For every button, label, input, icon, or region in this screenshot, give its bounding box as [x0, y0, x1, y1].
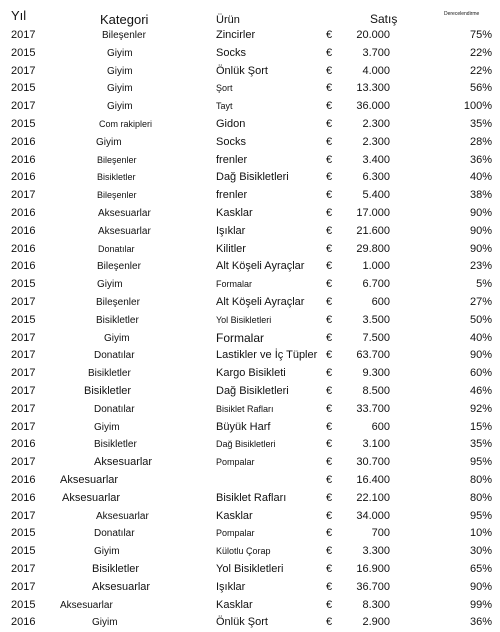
rating-cell: 90%: [469, 349, 492, 362]
product-cell: Kasklar: [216, 598, 253, 611]
table-row: [0, 223, 500, 241]
product-cell: Alt Köşeli Ayraçlar: [216, 295, 305, 308]
category-cell: Donatılar: [94, 528, 135, 540]
rating-cell: 5%: [476, 278, 492, 291]
table-body: [0, 27, 500, 632]
header-sales: Satış: [370, 12, 398, 26]
table-row: [0, 241, 500, 259]
year-cell: 2016: [11, 242, 36, 255]
sales-cell: 13.300: [356, 82, 390, 95]
product-cell: Şort: [216, 83, 233, 94]
product-cell: Işıklar: [216, 580, 246, 593]
product-cell: Kilitler: [216, 242, 246, 255]
table-row: [0, 187, 500, 205]
rating-cell: 40%: [469, 171, 492, 184]
sales-cell: 3.300: [362, 545, 390, 558]
sales-cell: 33.700: [356, 402, 390, 415]
sales-cell: 30.700: [356, 456, 390, 469]
product-cell: Alt Köşeli Ayraçlar: [216, 260, 305, 273]
table-row: [0, 525, 500, 543]
year-cell: 2016: [11, 206, 36, 219]
product-cell: Bisiklet Rafları: [216, 491, 287, 504]
table-row: [0, 116, 500, 134]
year-cell: 2017: [11, 420, 36, 433]
category-cell: Bisikletler: [97, 172, 136, 183]
year-cell: 2015: [11, 313, 36, 326]
category-cell: Giyim: [92, 617, 118, 629]
header-product: Ürün: [216, 14, 240, 26]
product-cell: Gidon: [216, 117, 246, 130]
sales-cell: 6.300: [362, 171, 390, 184]
category-cell: Bisikletler: [92, 562, 140, 575]
currency-cell: €: [326, 456, 333, 469]
table-row: [0, 152, 500, 170]
table-row: [0, 543, 500, 561]
product-cell: Önlük Şort: [216, 616, 268, 629]
year-cell: 2017: [11, 402, 36, 415]
product-cell: Kargo Bisikleti: [216, 367, 286, 380]
year-cell: 2017: [11, 349, 36, 362]
category-cell: Giyim: [107, 101, 133, 113]
category-cell: Donatılar: [94, 350, 135, 362]
category-cell: Bileşenler: [97, 154, 137, 165]
product-cell: Dağ Bisikletleri: [216, 171, 289, 184]
product-cell: frenler: [216, 189, 248, 202]
product-cell: Dağ Bisikletleri: [216, 439, 276, 450]
table-row: [0, 472, 500, 490]
category-cell: Aksesuarlar: [98, 207, 151, 219]
currency-cell: €: [326, 135, 333, 148]
category-cell: Giyim: [94, 421, 120, 433]
header-row: [0, 0, 500, 26]
rating-cell: 92%: [469, 402, 492, 415]
rating-cell: 80%: [469, 473, 492, 486]
year-cell: 2016: [11, 135, 36, 148]
table-row: [0, 80, 500, 98]
table-row: [0, 330, 500, 348]
sales-cell: 9.300: [362, 367, 390, 380]
currency-cell: €: [326, 402, 333, 415]
rating-cell: 38%: [469, 189, 492, 202]
product-cell: Formalar: [216, 330, 265, 345]
category-cell: Bileşenler: [102, 30, 146, 41]
rating-cell: 100%: [463, 100, 492, 113]
rating-cell: 56%: [469, 82, 492, 95]
year-cell: 2017: [11, 384, 36, 397]
currency-cell: €: [326, 153, 333, 166]
sales-cell: 16.400: [356, 473, 390, 486]
table-row: [0, 614, 500, 632]
currency-cell: €: [326, 189, 333, 202]
sales-cell: 4.000: [362, 64, 390, 77]
rating-cell: 22%: [469, 46, 492, 59]
product-cell: Tayt: [216, 101, 233, 112]
table-row: [0, 508, 500, 526]
year-cell: 2017: [11, 100, 36, 113]
product-cell: Yol Bisikletleri: [216, 314, 272, 325]
year-cell: 2015: [11, 278, 36, 291]
table-row: [0, 579, 500, 597]
rating-cell: 90%: [469, 224, 492, 237]
category-cell: Donatılar: [94, 403, 135, 415]
currency-cell: €: [326, 206, 333, 219]
header-category: Kategori: [100, 12, 149, 27]
year-cell: 2016: [11, 153, 36, 166]
category-cell: Aksesuarlar: [62, 491, 121, 504]
sales-cell: 21.600: [356, 224, 390, 237]
table-row: [0, 383, 500, 401]
sales-cell: 20.000: [356, 29, 390, 41]
category-cell: Bisikletler: [84, 384, 132, 397]
year-cell: 2016: [11, 491, 36, 504]
sales-cell: 36.000: [356, 100, 390, 113]
product-cell: Socks: [216, 46, 246, 59]
year-cell: 2017: [11, 367, 36, 380]
product-cell: Formalar: [216, 279, 253, 290]
category-cell: Bileşenler: [97, 190, 137, 201]
sales-cell: 36.700: [356, 580, 390, 593]
rating-cell: 40%: [469, 331, 492, 344]
currency-cell: €: [326, 491, 333, 504]
category-cell: Giyim: [107, 83, 133, 95]
table-row: [0, 276, 500, 294]
currency-cell: €: [326, 171, 333, 184]
product-cell: Önlük Şort: [216, 64, 268, 77]
table-row: [0, 169, 500, 187]
rating-cell: 90%: [469, 206, 492, 219]
rating-cell: 46%: [469, 384, 492, 397]
currency-cell: €: [326, 260, 333, 273]
product-cell: Pompalar: [216, 528, 255, 539]
sales-cell: 8.300: [362, 598, 390, 611]
year-cell: 2017: [11, 189, 36, 202]
product-cell: Zincirler: [216, 29, 256, 41]
currency-cell: €: [326, 598, 333, 611]
rating-cell: 75%: [469, 29, 492, 41]
header-year: Yıl: [11, 8, 27, 23]
sales-cell: 17.000: [356, 206, 390, 219]
currency-cell: €: [326, 82, 333, 95]
year-cell: 2017: [11, 64, 36, 77]
sales-cell: 29.800: [356, 242, 390, 255]
product-cell: Işıklar: [216, 224, 246, 237]
currency-cell: €: [326, 331, 333, 344]
currency-cell: €: [326, 545, 333, 558]
currency-cell: €: [326, 384, 333, 397]
sales-cell: 600: [371, 295, 390, 308]
table-row: [0, 401, 500, 419]
currency-cell: €: [326, 509, 333, 522]
year-cell: 2016: [11, 224, 36, 237]
currency-cell: €: [326, 616, 333, 629]
sales-cell: 2.900: [362, 616, 390, 629]
table-row: [0, 365, 500, 383]
table-row: [0, 347, 500, 365]
year-cell: 2015: [11, 598, 36, 611]
category-cell: Aksesuarlar: [98, 225, 151, 237]
year-cell: 2017: [11, 29, 36, 41]
product-cell: frenler: [216, 153, 248, 166]
rating-cell: 22%: [469, 64, 492, 77]
table-row: [0, 597, 500, 615]
rating-cell: 36%: [469, 616, 492, 629]
rating-cell: 15%: [469, 420, 492, 433]
rating-cell: 23%: [469, 260, 492, 273]
sales-cell: 63.700: [356, 349, 390, 362]
year-cell: 2017: [11, 509, 36, 522]
table-row: [0, 561, 500, 579]
currency-cell: €: [326, 562, 333, 575]
table-row: [0, 454, 500, 472]
rating-cell: 90%: [469, 580, 492, 593]
currency-cell: €: [326, 29, 333, 41]
category-cell: Aksesuarlar: [60, 599, 113, 611]
category-cell: Giyim: [97, 279, 123, 291]
currency-cell: €: [326, 349, 333, 362]
category-cell: Giyim: [104, 332, 130, 344]
category-cell: Bisikletler: [94, 439, 137, 451]
currency-cell: €: [326, 473, 333, 486]
table-row: [0, 205, 500, 223]
sales-cell: 6.700: [362, 278, 390, 291]
sales-cell: 22.100: [356, 491, 390, 504]
sales-cell: 7.500: [362, 331, 390, 344]
product-cell: Socks: [216, 135, 246, 148]
product-cell: Büyük Harf: [216, 420, 271, 433]
year-cell: 2016: [11, 260, 36, 273]
table-row: [0, 98, 500, 116]
category-cell: Giyim: [107, 65, 133, 77]
category-cell: Giyim: [94, 546, 120, 558]
rating-cell: 50%: [469, 313, 492, 326]
year-cell: 2015: [11, 82, 36, 95]
sales-cell: 2.300: [362, 117, 390, 130]
year-cell: 2016: [11, 438, 36, 451]
sales-cell: 3.700: [362, 46, 390, 59]
product-cell: Kasklar: [216, 509, 253, 522]
currency-cell: €: [326, 420, 333, 433]
year-cell: 2015: [11, 117, 36, 130]
rating-cell: 28%: [469, 135, 492, 148]
category-cell: Giyim: [96, 136, 122, 148]
rating-cell: 80%: [469, 491, 492, 504]
category-cell: Bisikletler: [96, 314, 139, 326]
year-cell: 2017: [11, 562, 36, 575]
category-cell: Bisikletler: [88, 368, 131, 380]
product-cell: Pompalar: [216, 457, 255, 468]
table-row: [0, 134, 500, 152]
sales-cell: 600: [371, 420, 390, 433]
category-cell: Giyim: [107, 47, 133, 59]
sales-cell: 3.100: [362, 438, 390, 451]
rating-cell: 36%: [469, 153, 492, 166]
sales-cell: 8.500: [362, 384, 390, 397]
sales-cell: 34.000: [356, 509, 390, 522]
rating-cell: 27%: [469, 295, 492, 308]
currency-cell: €: [326, 46, 333, 59]
rating-cell: 65%: [469, 562, 492, 575]
rating-cell: 35%: [469, 117, 492, 130]
product-cell: Külotlu Çorap: [216, 546, 271, 557]
category-cell: Aksesuarlar: [92, 580, 151, 593]
table-row: [0, 312, 500, 330]
currency-cell: €: [326, 100, 333, 113]
year-cell: 2017: [11, 580, 36, 593]
year-cell: 2015: [11, 545, 36, 558]
category-cell: Aksesuarlar: [60, 473, 119, 486]
year-cell: 2017: [11, 456, 36, 469]
rating-cell: 10%: [469, 527, 492, 540]
rating-cell: 60%: [469, 367, 492, 380]
table-row: [0, 490, 500, 508]
table-row: [0, 27, 500, 45]
table-row: [0, 63, 500, 81]
year-cell: 2017: [11, 295, 36, 308]
rating-cell: 90%: [469, 242, 492, 255]
currency-cell: €: [326, 64, 333, 77]
currency-cell: €: [326, 278, 333, 291]
rating-cell: 95%: [469, 456, 492, 469]
rating-cell: 99%: [469, 598, 492, 611]
sales-cell: 3.400: [362, 153, 390, 166]
category-cell: Bileşenler: [97, 261, 141, 273]
currency-cell: €: [326, 117, 333, 130]
year-cell: 2016: [11, 171, 36, 184]
category-cell: Aksesuarlar: [96, 510, 149, 522]
currency-cell: €: [326, 527, 333, 540]
product-cell: Bisiklet Rafları: [216, 403, 274, 414]
category-cell: Com rakipleri: [99, 118, 153, 129]
product-cell: Kasklar: [216, 206, 253, 219]
table-row: [0, 45, 500, 63]
sales-cell: 1.000: [362, 260, 390, 273]
rating-cell: 35%: [469, 438, 492, 451]
rating-cell: 95%: [469, 509, 492, 522]
category-cell: Aksesuarlar: [94, 456, 153, 469]
year-cell: 2015: [11, 46, 36, 59]
table-row: [0, 436, 500, 454]
sales-cell: 5.400: [362, 189, 390, 202]
currency-cell: €: [326, 438, 333, 451]
year-cell: 2017: [11, 331, 36, 344]
product-cell: Lastikler ve İç Tüpler: [216, 349, 318, 362]
year-cell: 2015: [11, 527, 36, 540]
table-row: [0, 294, 500, 312]
table-row: [0, 419, 500, 437]
currency-cell: €: [326, 224, 333, 237]
category-cell: Donatılar: [98, 243, 135, 254]
table-row: [0, 258, 500, 276]
rating-cell: 30%: [469, 545, 492, 558]
product-cell: Dağ Bisikletleri: [216, 384, 289, 397]
currency-cell: €: [326, 242, 333, 255]
year-cell: 2016: [11, 473, 36, 486]
header-rating: Derecelendirme: [444, 11, 480, 17]
sales-cell: 16.900: [356, 562, 390, 575]
currency-cell: €: [326, 580, 333, 593]
product-cell: Yol Bisikletleri: [216, 562, 284, 575]
currency-cell: €: [326, 313, 333, 326]
currency-cell: €: [326, 367, 333, 380]
sales-cell: 3.500: [362, 313, 390, 326]
sales-cell: 2.300: [362, 135, 390, 148]
category-cell: Bileşenler: [96, 296, 140, 308]
year-cell: 2016: [11, 616, 36, 629]
sales-cell: 700: [371, 527, 390, 540]
currency-cell: €: [326, 295, 333, 308]
